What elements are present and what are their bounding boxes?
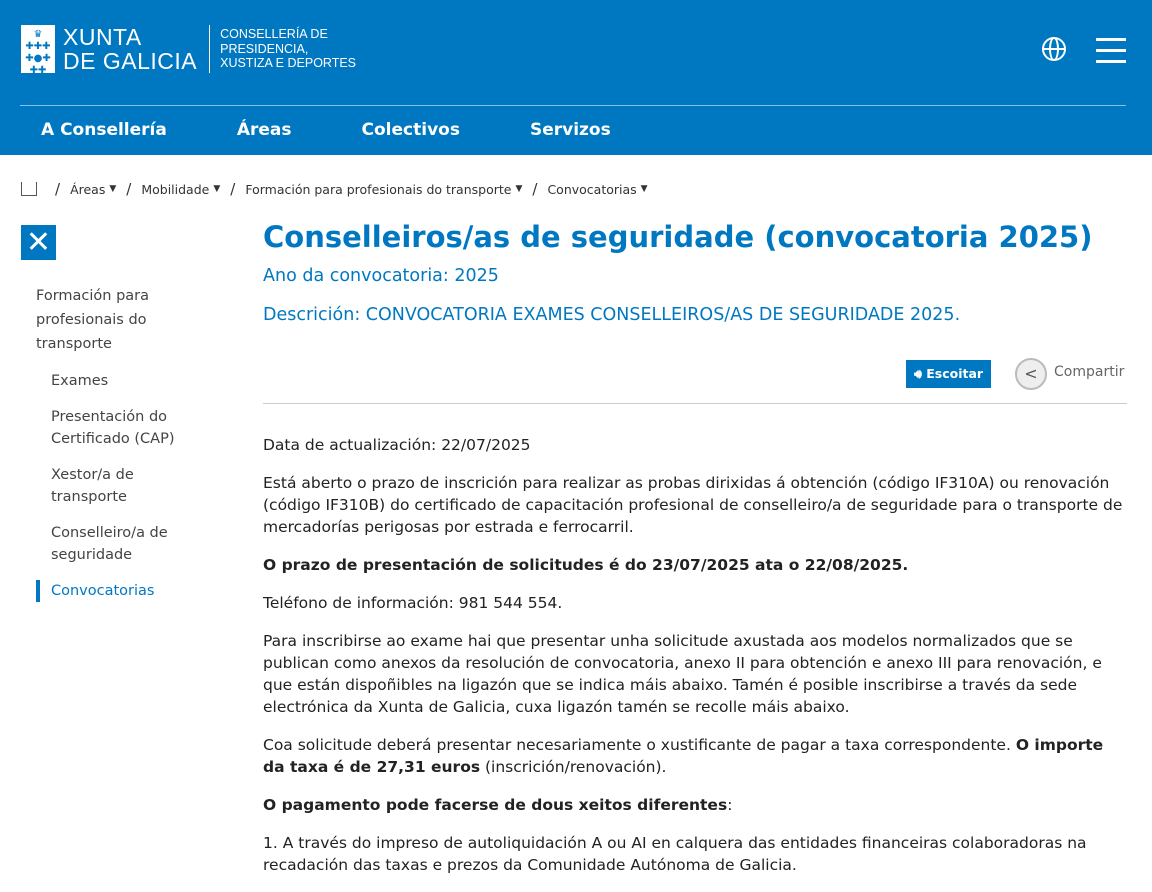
language-globe-icon[interactable]: [1042, 37, 1066, 61]
hamburger-menu-icon[interactable]: [1096, 38, 1126, 71]
update-date: Data de actualización: 22/07/2025: [263, 436, 531, 454]
nav-colectivos[interactable]: Colectivos: [361, 120, 460, 140]
site-header: [0, 0, 1152, 155]
main-content: [263, 220, 1127, 892]
caret-down-icon: ▼: [640, 184, 648, 194]
dept-line: PRESIDENCIA,: [220, 41, 309, 56]
nav-areas[interactable]: Áreas: [236, 120, 292, 140]
caret-down-icon: ▼: [109, 184, 117, 194]
caret-down-icon: ▼: [213, 184, 221, 194]
sidebar-item-cap[interactable]: Presentación do Certificado (CAP): [51, 409, 175, 447]
share-label[interactable]: Compartir: [1054, 364, 1125, 380]
colon: :: [727, 796, 733, 814]
payment-heading: O pagamento pode facerse de dous xeitos diferentes: [263, 796, 728, 814]
speaker-icon: 🔊︎: [914, 366, 927, 381]
sidebar-item-exames[interactable]: Exames: [51, 373, 109, 389]
caret-down-icon: ▼: [515, 184, 523, 194]
nav-servizos[interactable]: Servizos: [529, 120, 611, 140]
xunta-logo[interactable]: [21, 24, 357, 76]
sidebar-title[interactable]: Formación para profesionais do transporte: [36, 288, 150, 352]
logo-divider: [209, 25, 210, 73]
close-sidebar-button[interactable]: ✕: [21, 225, 56, 260]
article-body: [263, 434, 1127, 876]
fee-note: (inscrición/renovación).: [480, 758, 667, 776]
breadcrumb-convocatorias[interactable]: Convocatorias: [547, 181, 637, 197]
sidebar-item-xestor[interactable]: Xestor/a de transporte: [51, 467, 134, 505]
deadline: O prazo de presentación de solicitudes é do 23/07/2025 ata o 22/08/2025.: [263, 556, 909, 574]
share-icon[interactable]: <: [1015, 358, 1047, 390]
nav-a-conselleria[interactable]: A Consellería: [41, 120, 167, 140]
header-divider: [20, 105, 1126, 106]
breadcrumb-mobilidade[interactable]: Mobilidade: [141, 181, 210, 197]
breadcrumb: / Áreas ▼ / Mobilidade ▼ / Formación para profesionais do transporte ▼ / Convocatorias ▼: [21, 180, 648, 198]
home-icon[interactable]: [21, 182, 37, 196]
paragraph: Para inscribirse ao exame hai que presentar unha solicitude axustada aos modelos normalizados que se publican como anexos da resolución de convocatoria, anexo II para obtención e anexo III para renovación, e que están dispoñibles na ligazón que se indica máis abaixo. Tamén é posible inscribirse a través da sede electrónica da Xunta de Galicia, cuxa ligazón tamén se recolle máis abaixo.: [263, 632, 1102, 716]
paragraph: Está aberto o prazo de inscrición para realizar as probas dirixidas á obtención (código IF310A) ou renovación (código IF310B) do certificado de capacitación profesional de conselleiro/a de seguridade para o transporte de mercadorías perigosas por estrada e ferrocarril.: [263, 474, 1123, 536]
sidebar: [36, 284, 196, 616]
fee-paragraph: [263, 734, 1127, 778]
coat-of-arms-icon: ♛ ✚✚✚ ✚●✚ ✚✚: [21, 25, 55, 73]
paragraph: 1. A través do impreso de autoliquidación A ou AI en calquera das entidades financeiras colaboradoras na recadación das taxas e prezos da Comunidade Autónoma de Galicia.: [263, 834, 1087, 874]
fee-text: Coa solicitude deberá presentar necesariamente o xustificante de pagar a taxa correspondente.: [263, 736, 1016, 754]
fee-amount: O importe da taxa é de 27,31 euros: [263, 736, 1104, 776]
listen-button[interactable]: [906, 360, 991, 388]
breadcrumb-areas[interactable]: Áreas: [70, 181, 106, 197]
year: Ano da convocatoria: 2025: [263, 266, 499, 286]
main-nav: [41, 120, 681, 140]
dept-line: CONSELLERÍA DE: [220, 27, 328, 42]
description: Descrición: CONVOCATORIA EXAMES CONSELLEIROS/AS DE SEGURIDADE 2025.: [263, 305, 961, 325]
breadcrumb-formacion[interactable]: Formación para profesionais do transporte: [245, 181, 512, 197]
logo-line1: XUNTA: [63, 24, 142, 50]
page-title: Conselleiros/as de seguridade (convocatoria 2025): [263, 220, 1093, 254]
department-name: [220, 27, 356, 71]
sidebar-item-conselleiro[interactable]: Conselleiro/a de seguridade: [51, 525, 168, 563]
logo-line2: DE GALICIA: [63, 48, 198, 74]
sidebar-item-convocatorias[interactable]: Convocatorias: [36, 580, 196, 602]
listen-label: Escoitar: [926, 366, 984, 381]
phone: Teléfono de información: 981 544 554.: [263, 594, 563, 612]
toolbar: [263, 344, 1127, 404]
dept-line: XUSTIZA E DEPORTES: [220, 56, 357, 71]
